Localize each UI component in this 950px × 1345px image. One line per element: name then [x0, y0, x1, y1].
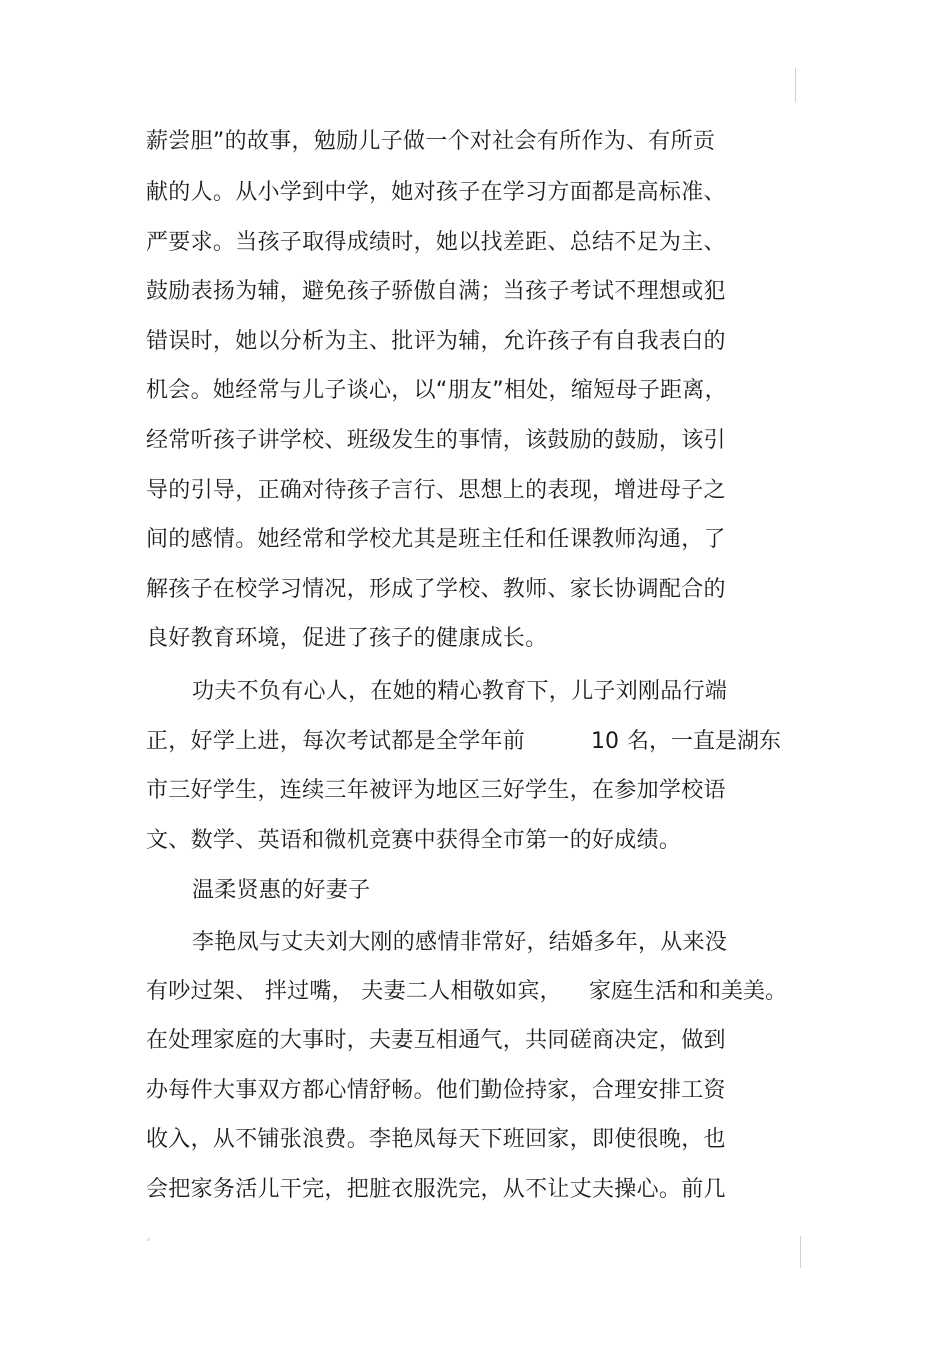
text-line-22: 会把家务活儿干完，把脏衣服洗完，从不让丈夫操心。前几	[146, 1177, 726, 1202]
text-line-18a: 有吵过架、 拌过嘴， 夫妻二人相敬如宾，	[146, 979, 562, 1004]
text-line-20: 办每件大事双方都心情舒畅。他们勤俭持家，合理安排工资	[146, 1078, 726, 1103]
text-line-7: 经常听孩子讲学校、班级发生的事情，该鼓励的鼓励，该引	[146, 428, 726, 453]
text-line-3: 严要求。当孩子取得成绩时，她以找差距、总结不足为主、	[146, 230, 726, 255]
text-line-10: 解孩子在校学习情况，形成了学校、教师、家长协调配合的	[146, 577, 726, 602]
page-edge-mark-top	[795, 68, 796, 102]
text-line-13b: 名，一直是湖东	[627, 729, 782, 754]
text-line-14: 市三好学生，连续三年被评为地区三好学生，在参加学校语	[146, 778, 726, 803]
text-line-1: 薪尝胆”的故事，勉励儿子做一个对社会有所作为、有所贡	[146, 129, 716, 154]
text-line-21: 收入，从不铺张浪费。李艳凤每天下班回家，即使很晚，也	[146, 1127, 726, 1152]
section-heading: 温柔贤惠的好妻子	[192, 878, 371, 903]
text-line-18b: 家庭生活和和美美。	[589, 979, 788, 1004]
paragraph-line-achievement: 功夫不负有心人，在她的精心教育下，儿子刘刚品行端	[192, 679, 728, 704]
text-line-19: 在处理家庭的大事时，夫妻互相通气，共同磋商决定，做到	[146, 1028, 726, 1053]
text-line-11: 良好教育环境，促进了孩子的健康成长。	[146, 626, 548, 651]
text-line-9: 间的感情。她经常和学校尤其是班主任和任课教师沟通，了	[146, 527, 726, 552]
text-line-8: 导的引导，正确对待孩子言行、思想上的表现，增进母子之	[146, 478, 726, 503]
rank-number: 10	[591, 729, 619, 754]
text-line-13a: 正，好学上进，每次考试都是全学年前	[146, 729, 526, 754]
text-line-6: 机会。她经常与儿子谈心，以“朋友”相处，缩短母子距离，	[146, 378, 727, 403]
text-line-15: 文、数学、英语和微机竞赛中获得全市第一的好成绩。	[146, 828, 682, 853]
page-dot-mark	[147, 1238, 150, 1241]
page-edge-mark-bottom	[800, 1236, 801, 1268]
text-line-2: 献的人。从小学到中学，她对孩子在学习方面都是高标准、	[146, 180, 726, 205]
text-line-5: 错误时，她以分析为主、批评为辅，允许孩子有自我表白的	[146, 329, 726, 354]
paragraph-line-marriage: 李艳凤与丈夫刘大刚的感情非常好，结婚多年，从来没	[192, 930, 728, 955]
text-line-4: 鼓励表扬为辅，避免孩子骄傲自满；当孩子考试不理想或犯	[146, 279, 726, 304]
